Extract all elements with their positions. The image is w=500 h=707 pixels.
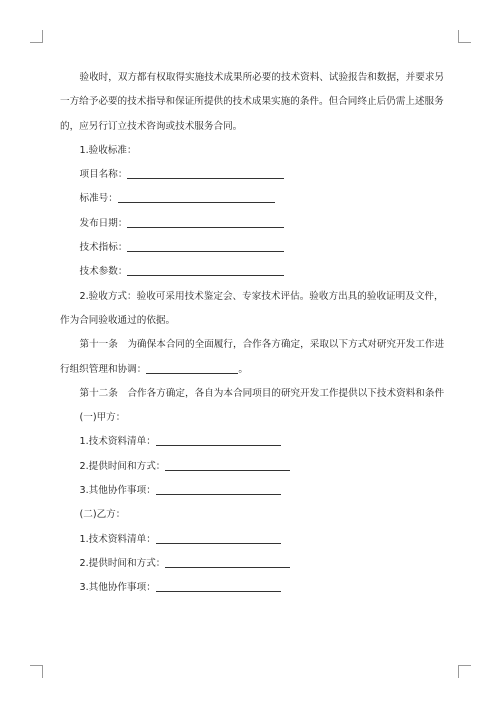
party-b-item-tech-list	[60, 528, 445, 552]
field-tech-params	[60, 260, 445, 284]
field-label: 项目名称：	[79, 169, 128, 181]
field-label: 技术参数：	[79, 266, 128, 278]
item-label: 1.技术资料清单：	[79, 436, 156, 448]
publish-date-blank[interactable]	[127, 215, 284, 228]
party-b-time-method-blank[interactable]	[165, 555, 290, 568]
acceptance-method-paragraph: 2.验收方式：验收可采用技术鉴定会、专家技术评估。验收方出具的验收证明及文件，作为合同验收通过的依据。	[60, 290, 444, 326]
item-label: 2.提供时间和方式：	[79, 557, 166, 569]
project-name-blank[interactable]	[127, 166, 284, 179]
acceptance-standard-heading: 1.验收标准：	[79, 144, 137, 156]
party-a-other-blank[interactable]	[156, 482, 281, 495]
party-b-tech-list-blank[interactable]	[156, 531, 281, 544]
crop-mark-top-right	[458, 30, 471, 43]
party-b-item-other	[60, 576, 445, 600]
field-label: 发布日期：	[79, 217, 128, 229]
party-a-heading: (一)甲方：	[79, 412, 126, 424]
party-b-item-time-method	[60, 552, 445, 576]
item-label: 3.其他协作事项：	[79, 582, 156, 594]
tech-params-blank[interactable]	[127, 263, 284, 276]
field-tech-indicator	[60, 236, 445, 260]
field-label: 技术指标：	[79, 242, 128, 254]
field-standard-no	[60, 187, 445, 211]
crop-mark-top-left	[30, 30, 43, 43]
standard-no-blank[interactable]	[118, 190, 275, 203]
crop-mark-bottom-right	[458, 665, 471, 678]
party-a-time-method-blank[interactable]	[165, 458, 290, 471]
party-a-item-time-method	[60, 455, 445, 479]
item-label: 3.其他协作事项：	[79, 485, 156, 497]
acceptance-intro-paragraph: 验收时，双方都有权取得实施技术成果所必要的技术资料、试验报告和数据，并要求另一方给予必要的技术指导和保证所提供的技术成果实施的条件。但合同终止后仍需上述服务的，应另行订立技术咨询或技术服务合同。	[60, 72, 445, 132]
tech-indicator-blank[interactable]	[127, 239, 284, 252]
document-body	[60, 66, 445, 601]
article-11-blank[interactable]	[146, 361, 238, 374]
item-label: 2.提供时间和方式：	[79, 460, 166, 472]
article-11-paragraph	[60, 333, 445, 382]
item-label: 1.技术资料清单：	[79, 533, 156, 545]
field-label: 标准号：	[79, 193, 118, 205]
article-12-paragraph: 第十二条 合作各方确定，各自为本合同项目的研究开发工作提供以下技术资料和条件	[79, 387, 445, 399]
article-11-text: 第十一条 为确保本合同的全面履行，合作各方确定，采取以下方式对研究开发工作进行组织管理和协调：	[60, 339, 445, 375]
crop-mark-bottom-left	[30, 665, 43, 678]
party-b-heading: (二)乙方：	[79, 509, 126, 521]
party-a-tech-list-blank[interactable]	[156, 433, 281, 446]
party-a-item-other	[60, 479, 445, 503]
article-11-end: 。	[238, 363, 248, 375]
field-publish-date	[60, 212, 445, 236]
field-project-name	[60, 163, 445, 187]
party-b-other-blank[interactable]	[156, 579, 281, 592]
party-a-item-tech-list	[60, 430, 445, 454]
